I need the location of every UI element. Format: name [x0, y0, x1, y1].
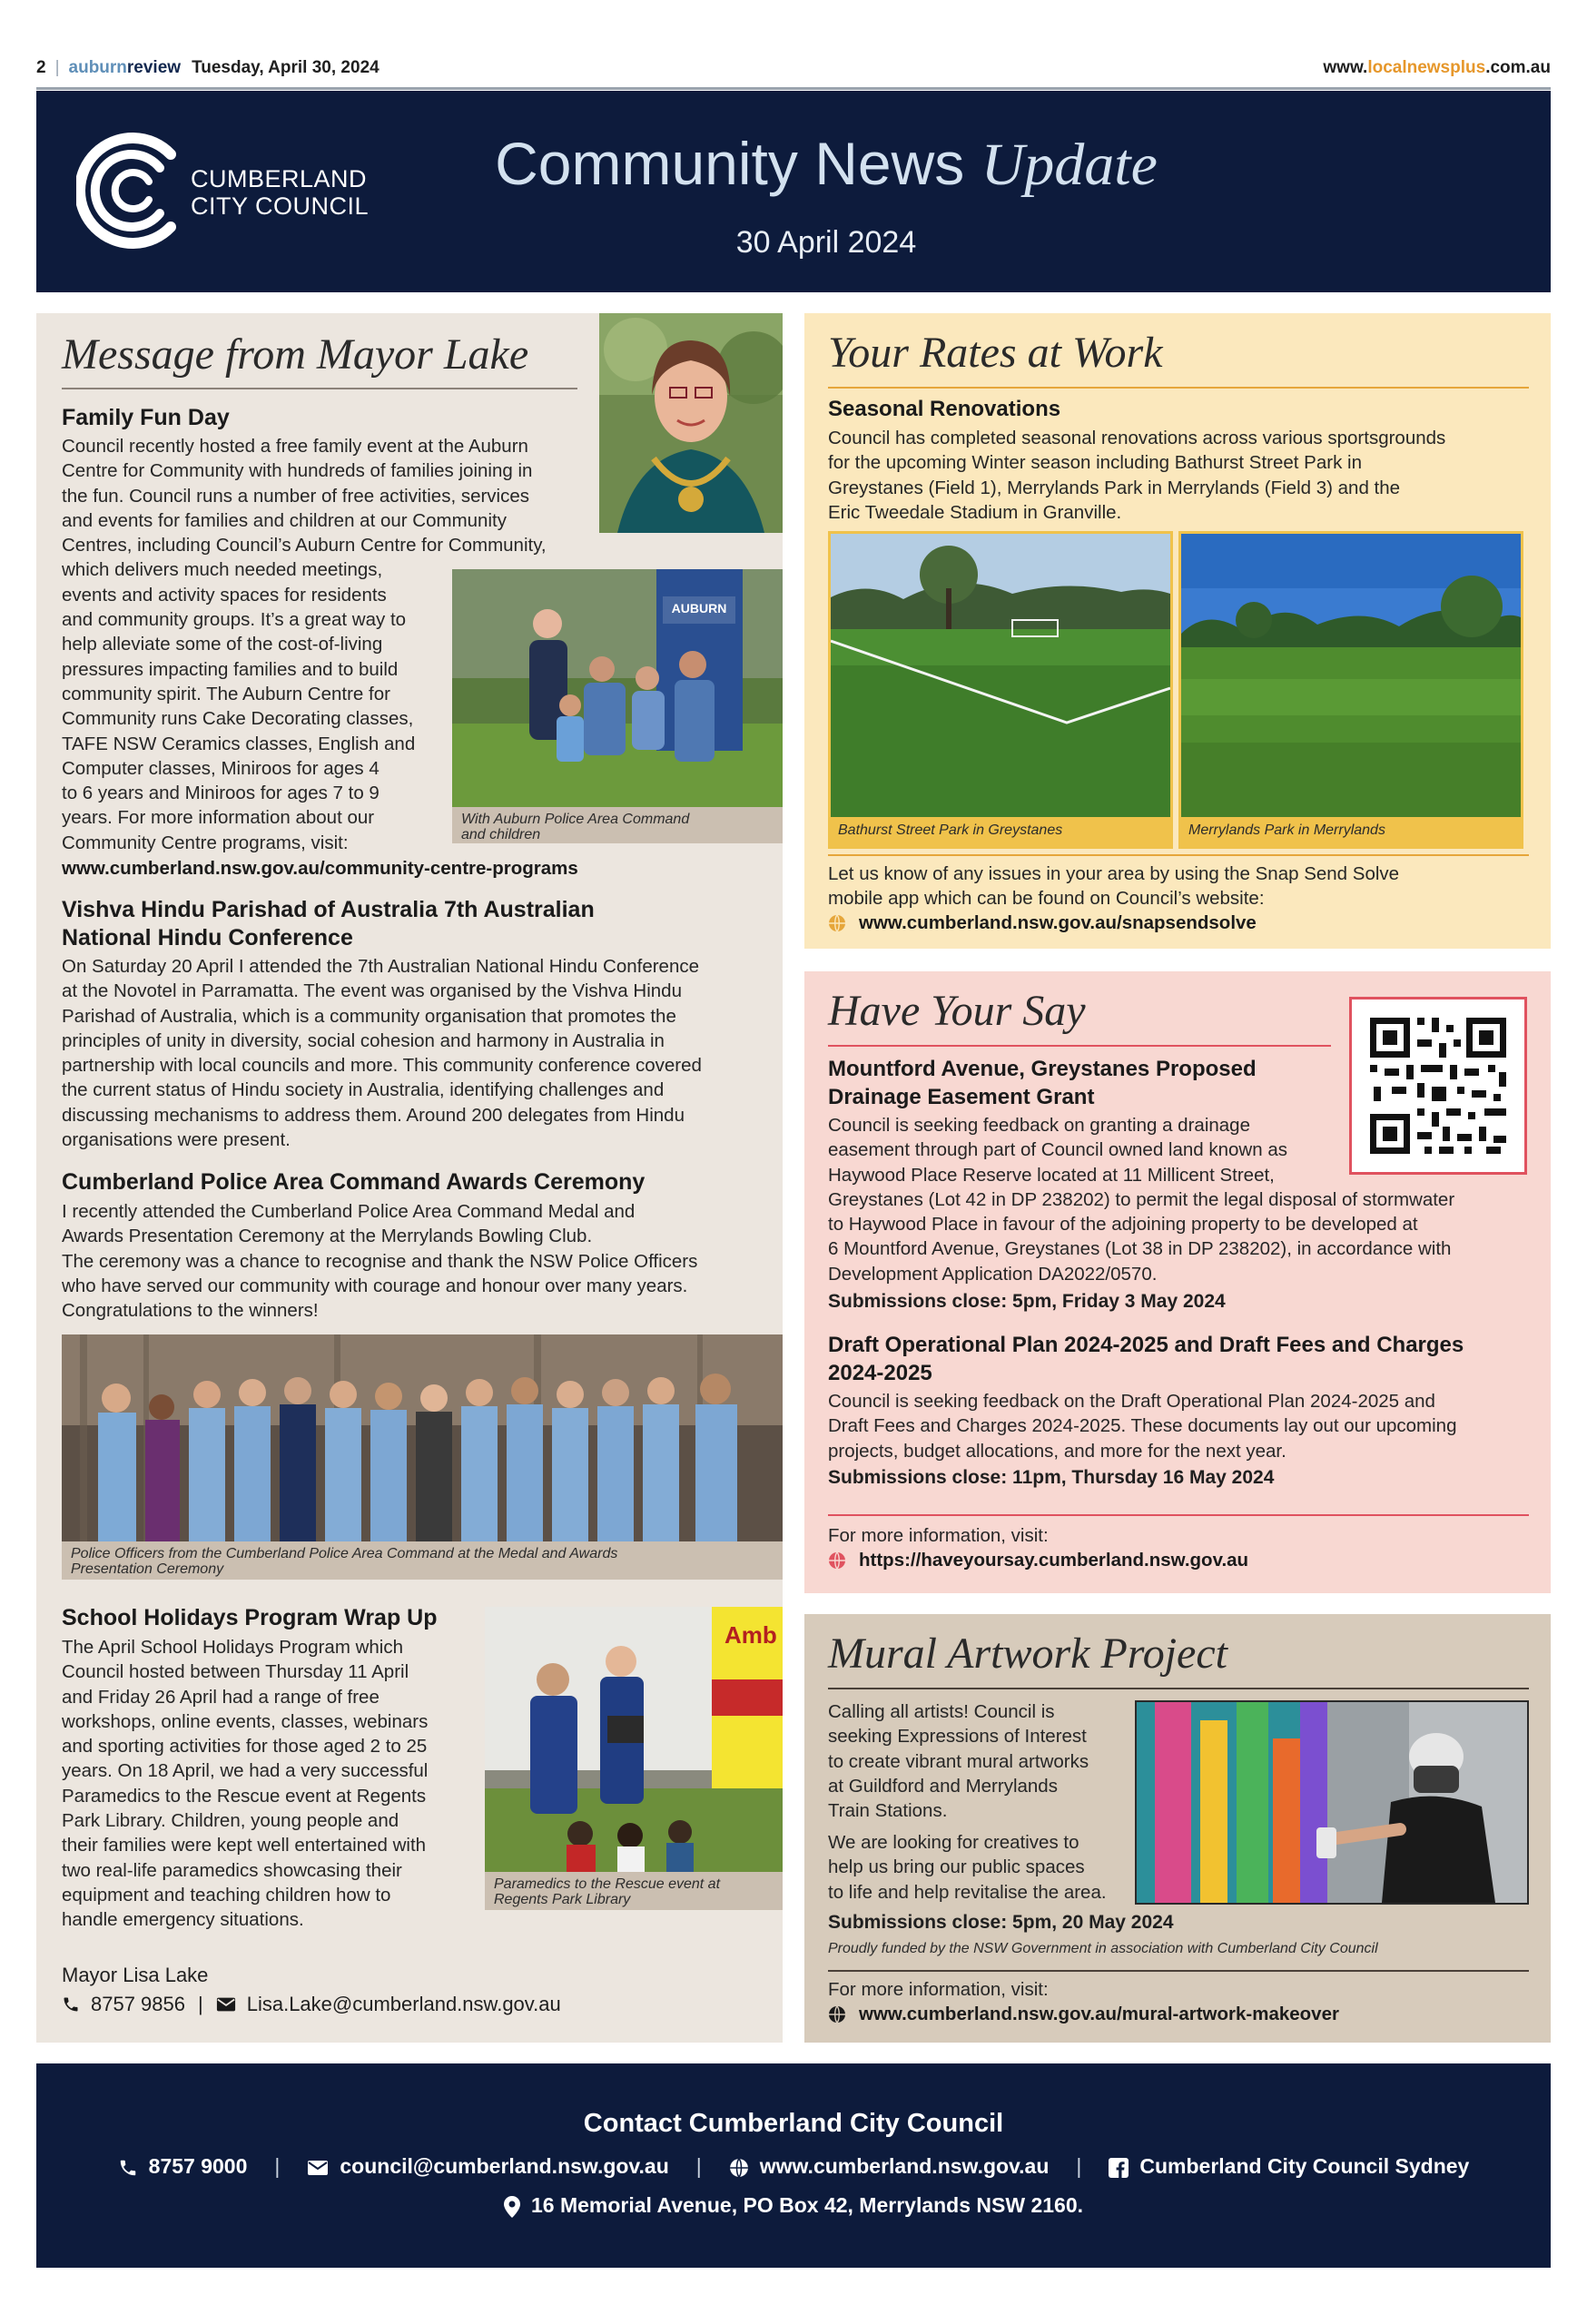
- family-day-line: which delivers much needed meetings,: [62, 559, 383, 581]
- mural-line: at Guildford and Merrylands: [828, 1775, 1058, 1797]
- mountford-line: 6 Mountford Avenue, Greystanes (Lot 38 in DP 238202), in accordance with: [828, 1238, 1452, 1260]
- paramedics-caption-line-2: Regents Park Library: [494, 1892, 631, 1907]
- mural-paragraph-1: [828, 1699, 1137, 1823]
- have-your-say-title: Have Your Say: [828, 987, 1086, 1035]
- hindu-conference-paragraph: [62, 954, 779, 1152]
- hindu-heading-line-2: National Hindu Conference: [62, 925, 353, 950]
- footer-contact-row: [36, 2154, 1551, 2179]
- mural-artwork-section: [804, 1614, 1551, 2043]
- rates-line: Council has completed seasonal renovations across various sportsgrounds: [828, 428, 1446, 448]
- family-day-caption-line-1: With Auburn Police Area Command: [461, 812, 690, 827]
- operational-plan-submissions-close: Submissions close: 11pm, Thursday 16 May 2024: [828, 1467, 1275, 1488]
- police-line: who have served our community with courage and honour over many years.: [62, 1275, 688, 1296]
- globe-icon: [828, 914, 846, 932]
- mayor-email-link[interactable]: Lisa.Lake@cumberland.nsw.gov.au: [246, 1993, 561, 2015]
- page-number: 2: [36, 58, 46, 77]
- mountford-line: Council is seeking feedback on granting a drainage: [828, 1115, 1250, 1136]
- facebook-icon: [1109, 2158, 1129, 2178]
- merrylands-caption-box: [1181, 817, 1521, 846]
- police-awards-heading: Cumberland Police Area Command Awards Ceremony: [62, 1169, 646, 1195]
- footer-separator: |: [1076, 2154, 1082, 2178]
- rates-line: Greystanes (Field 1), Merrylands Park in Merrylands (Field 3) and the: [828, 477, 1401, 498]
- have-your-say-link-row: [828, 1550, 1248, 1571]
- mayor-phone[interactable]: 8757 9856: [91, 1993, 185, 2015]
- mountford-line: Development Application DA2022/0570.: [828, 1263, 1158, 1285]
- hindu-line: at the Novotel in Parramatta. The event was organised by the Vishva Hindu: [62, 980, 682, 1002]
- mayor-contact-row: [62, 1993, 561, 2016]
- family-day-line: TAFE NSW Ceramics classes, English and: [62, 733, 416, 754]
- mural-line: to life and help revitalise the area.: [828, 1881, 1107, 1903]
- family-day-line: and community groups. It’s a great way to: [62, 609, 407, 631]
- paramedics-caption-line-1: Paramedics to the Rescue event at: [494, 1876, 721, 1892]
- holidays-line: equipment and teaching children how to: [62, 1884, 391, 1905]
- police-line: Congratulations to the winners!: [62, 1300, 319, 1322]
- phone-icon: [118, 2158, 138, 2178]
- hindu-line: principles of unity in diversity, social cohesion and harmony in Australia in: [62, 1029, 665, 1051]
- masthead-separator: |: [54, 58, 60, 77]
- footer-phone: 8757 9000: [148, 2154, 248, 2178]
- holidays-line: Paramedics to the Rescue event at Regents: [62, 1785, 427, 1807]
- footer-address-row: [36, 2193, 1551, 2218]
- issue-date: Tuesday, April 30, 2024: [192, 58, 380, 77]
- family-day-line: community spirit. The Auburn Centre for: [62, 683, 390, 704]
- operational-plan-line: Council is seeking feedback on the Draft Operational Plan 2024-2025 and: [828, 1391, 1435, 1412]
- mountford-heading-line-1: Mountford Avenue, Greystanes Proposed: [828, 1057, 1257, 1081]
- mural-artwork-title: Mural Artwork Project: [828, 1630, 1227, 1678]
- mayor-title-rule: [62, 388, 577, 389]
- site-part-3: .com.au: [1485, 58, 1551, 77]
- operational-plan-heading-line-2: 2024-2025: [828, 1361, 932, 1385]
- hindu-line: partnership with local councils and more. This community conference covered: [62, 1055, 702, 1077]
- school-holidays-heading: School Holidays Program Wrap Up: [62, 1605, 438, 1630]
- mural-line: We are looking for creatives to: [828, 1832, 1079, 1853]
- phone-icon: [62, 1995, 80, 2014]
- mural-divider: [828, 1970, 1529, 1972]
- holidays-line: workshops, online events, classes, webinars: [62, 1710, 429, 1732]
- family-day-line: the fun. Council runs a number of free activities, services: [62, 485, 530, 507]
- operational-plan-heading: [828, 1331, 1464, 1387]
- family-day-line: pressures impacting families and to build: [62, 658, 399, 680]
- bathurst-street-park-photo: [828, 531, 1173, 849]
- say-divider: [828, 1514, 1529, 1516]
- mural-line: seeking Expressions of Interest: [828, 1726, 1087, 1748]
- auburn-banner-text: AUBURN: [671, 601, 727, 615]
- merrylands-park-photo: [1178, 531, 1523, 849]
- police-line: Awards Presentation Ceremony at the Merrylands Bowling Club.: [62, 1226, 593, 1247]
- operational-plan-heading-line-1: Draft Operational Plan 2024-2025 and Draft Fees and Charges: [828, 1333, 1464, 1357]
- hindu-conference-heading: [62, 896, 595, 952]
- rates-line: Eric Tweedale Stadium in Granville.: [828, 501, 1122, 523]
- police-awards-paragraph: [62, 1199, 779, 1323]
- globe-icon: [828, 1551, 846, 1570]
- holidays-line: years. On 18 April, we had a very successful: [62, 1760, 429, 1782]
- mountford-submissions-close: Submissions close: 5pm, Friday 3 May 2024: [828, 1291, 1226, 1312]
- family-day-photo: [452, 569, 783, 807]
- hindu-line: On Saturday 20 April I attended the 7th Australian National Hindu Conference: [62, 956, 700, 977]
- say-title-rule: [828, 1045, 1331, 1047]
- family-day-line: Centres, including Council’s Auburn Centre for Community,: [62, 535, 547, 556]
- police-line: I recently attended the Cumberland Police Area Command Medal and: [62, 1201, 636, 1222]
- holidays-line: their families were kept well entertained with: [62, 1835, 427, 1856]
- operational-plan-paragraph: [828, 1389, 1536, 1463]
- mural-artist-photo: [1135, 1700, 1529, 1905]
- footer-web: www.cumberland.nsw.gov.au: [759, 2154, 1050, 2178]
- location-pin-icon: [504, 2196, 520, 2218]
- seasonal-renovations-heading: Seasonal Renovations: [828, 397, 1061, 421]
- family-day-caption-line-2: and children: [461, 827, 541, 842]
- mural-line: Train Stations.: [828, 1800, 948, 1822]
- footer-facebook: Cumberland City Council Sydney: [1139, 2154, 1470, 2178]
- operational-plan-line: projects, budget allocations, and more for the next year.: [828, 1440, 1286, 1462]
- site-part-2: localnewsplus: [1367, 58, 1486, 77]
- say-more-info: For more information, visit:: [828, 1525, 1049, 1546]
- rates-section: [804, 313, 1551, 949]
- mayor-portrait: [599, 313, 783, 533]
- ambulance-text: Amb: [724, 1621, 777, 1649]
- rates-section-title: Your Rates at Work: [828, 329, 1163, 377]
- footer-facebook-item[interactable]: [1109, 2154, 1469, 2179]
- have-your-say-section: [804, 971, 1551, 1593]
- hindu-line: organisations were present.: [62, 1129, 291, 1151]
- snap-send-solve-paragraph: [828, 862, 1536, 911]
- family-day-caption: [452, 807, 783, 843]
- police-ceremony-photo: [62, 1334, 783, 1541]
- footer-separator: |: [695, 2154, 702, 2178]
- footer-address: 16 Memorial Avenue, PO Box 42, Merrylands NSW 2160.: [530, 2193, 1084, 2217]
- family-day-line: and events for families and children at our Community: [62, 509, 507, 531]
- contact-footer: [36, 2063, 1551, 2268]
- banner-date: 30 April 2024: [735, 225, 917, 260]
- rates-title-rule: [828, 387, 1529, 389]
- mural-line: to create vibrant mural artworks: [828, 1750, 1089, 1772]
- mountford-line: easement through part of Council owned land known as: [828, 1139, 1287, 1161]
- mural-more-info: For more information, visit:: [828, 1979, 1049, 2000]
- snap-send-solve-link-row: [828, 912, 1257, 934]
- mountford-heading: [828, 1055, 1257, 1111]
- header-banner: [36, 91, 1551, 292]
- paramedics-caption: [485, 1872, 783, 1910]
- banner-title: [454, 129, 1198, 200]
- mural-line: Calling all artists! Council is: [828, 1701, 1055, 1722]
- bathurst-caption-box: [831, 817, 1170, 846]
- rates-divider: [828, 854, 1529, 856]
- family-day-line: help alleviate some of the cost-of-living: [62, 634, 383, 655]
- mountford-line: Greystanes (Lot 42 in DP 238202) to permit the legal disposal of stormwater: [828, 1188, 1455, 1210]
- footer-separator: |: [274, 2154, 281, 2178]
- police-line: The ceremony was a chance to recognise and thank the NSW Police Officers: [62, 1250, 698, 1272]
- holidays-line: two real-life paramedics showcasing their: [62, 1859, 402, 1881]
- masthead: [36, 54, 1551, 82]
- hindu-line: Parishad of Australia, which is a community organisation that promotes the: [62, 1005, 676, 1027]
- family-day-line: Centre for Community with hundreds of families joining in: [62, 460, 533, 482]
- holidays-line: handle emergency situations.: [62, 1909, 304, 1931]
- council-name-line-1: CUMBERLAND: [191, 165, 368, 192]
- email-icon: [216, 1996, 236, 2013]
- mayor-signoff-name: Mayor Lisa Lake: [62, 1964, 209, 1986]
- council-logo-icon: [76, 127, 190, 254]
- masthead-rule: [36, 87, 1551, 90]
- family-day-line: Computer classes, Miniroos for ages 4: [62, 757, 380, 779]
- seasonal-renovations-paragraph: [828, 426, 1536, 525]
- mountford-line: to Haywood Place in favour of the adjoining property to be developed at: [828, 1214, 1418, 1236]
- school-holidays-paragraph: [62, 1635, 488, 1933]
- brand-part-2: review: [126, 58, 182, 77]
- email-icon: [307, 2160, 329, 2176]
- family-day-line: events and activity spaces for residents: [62, 584, 387, 606]
- mural-submissions-close: Submissions close: 5pm, 20 May 2024: [828, 1912, 1174, 1933]
- rates-line: for the upcoming Winter season including Bathurst Street Park in: [828, 452, 1362, 474]
- family-day-line: Council recently hosted a free family event at the Auburn: [62, 436, 528, 457]
- mural-paragraph-2: [828, 1830, 1155, 1905]
- snap-line: Let us know of any issues in your area by using the Snap Send Solve: [828, 863, 1400, 884]
- operational-plan-line: Draft Fees and Charges 2024-2025. These documents lay out our upcoming: [828, 1415, 1457, 1437]
- globe-icon: [729, 2158, 749, 2178]
- mayor-section: [36, 313, 783, 2043]
- merrylands-caption: Merrylands Park in Merrylands: [1188, 822, 1385, 838]
- footer-phone-item[interactable]: [118, 2154, 248, 2179]
- community-centre-programs-link[interactable]: www.cumberland.nsw.gov.au/community-centre-programs: [62, 858, 578, 879]
- snap-line: mobile app which can be found on Council’s website:: [828, 888, 1265, 910]
- banner-title-italic: Update: [981, 132, 1158, 198]
- mountford-heading-line-2: Drainage Easement Grant: [828, 1085, 1095, 1109]
- footer-web-item[interactable]: [729, 2154, 1050, 2179]
- snap-send-solve-link[interactable]: www.cumberland.nsw.gov.au/snapsendsolve: [859, 912, 1257, 933]
- footer-email-item[interactable]: [307, 2154, 668, 2179]
- brand-part-1: auburn: [68, 58, 127, 77]
- mural-funding-note: Proudly funded by the NSW Government in association with Cumberland City Council: [828, 1941, 1378, 1956]
- mural-line: help us bring our public spaces: [828, 1856, 1085, 1878]
- family-day-line: years. For more information about our: [62, 807, 375, 829]
- site-part-1: www.: [1323, 58, 1368, 77]
- have-your-say-link[interactable]: https://haveyoursay.cumberland.nsw.gov.au: [859, 1550, 1249, 1571]
- mural-title-rule: [828, 1688, 1529, 1689]
- mountford-line: Haywood Place Reserve located at 11 Millicent Street,: [828, 1164, 1275, 1186]
- police-caption-line-1: Police Officers from the Cumberland Police Area Command at the Medal and Awards: [71, 1546, 618, 1561]
- banner-title-main: Community News: [495, 130, 965, 197]
- bathurst-caption: Bathurst Street Park in Greystanes: [838, 822, 1063, 838]
- police-caption-line-2: Presentation Ceremony: [71, 1561, 224, 1577]
- council-name: [191, 165, 369, 220]
- family-day-line: to 6 years and Miniroos for ages 7 to 9: [62, 783, 380, 804]
- family-day-line: Community runs Cake Decorating classes,: [62, 708, 414, 730]
- mountford-paragraph: [828, 1113, 1536, 1286]
- holidays-line: and sporting activities for those aged 2 to 25: [62, 1736, 428, 1758]
- hindu-line: the current status of Hindu society in Australia, identifying challenges and: [62, 1079, 665, 1101]
- paramedics-photo: [485, 1607, 783, 1872]
- mayor-section-title: Message from Mayor Lake: [62, 330, 529, 379]
- family-day-line: Community Centre programs, visit:: [62, 832, 349, 853]
- hindu-line: discussing mechanisms to address them. Around 200 delegates from Hindu: [62, 1104, 685, 1126]
- hindu-heading-line-1: Vishva Hindu Parishad of Australia 7th Australian: [62, 897, 595, 922]
- mural-artwork-link[interactable]: www.cumberland.nsw.gov.au/mural-artwork-makeover: [859, 2004, 1339, 2024]
- contact-separator: |: [198, 1993, 203, 2015]
- holidays-line: Council hosted between Thursday 11 April: [62, 1661, 409, 1683]
- globe-icon: [828, 2005, 846, 2024]
- holidays-line: and Friday 26 April had a range of free: [62, 1686, 380, 1708]
- footer-title: Contact Cumberland City Council: [583, 2109, 1004, 2138]
- holidays-line: The April School Holidays Program which: [62, 1637, 403, 1658]
- footer-email: council@cumberland.nsw.gov.au: [340, 2154, 669, 2178]
- brand-logo: [69, 58, 182, 78]
- council-name-line-2: CITY COUNCIL: [191, 192, 370, 220]
- holidays-line: Park Library. Children, young people and: [62, 1810, 399, 1832]
- police-ceremony-caption: [62, 1541, 783, 1580]
- site-link[interactable]: [1323, 58, 1551, 78]
- family-day-heading: Family Fun Day: [62, 405, 230, 430]
- mural-link-row: [828, 2004, 1339, 2025]
